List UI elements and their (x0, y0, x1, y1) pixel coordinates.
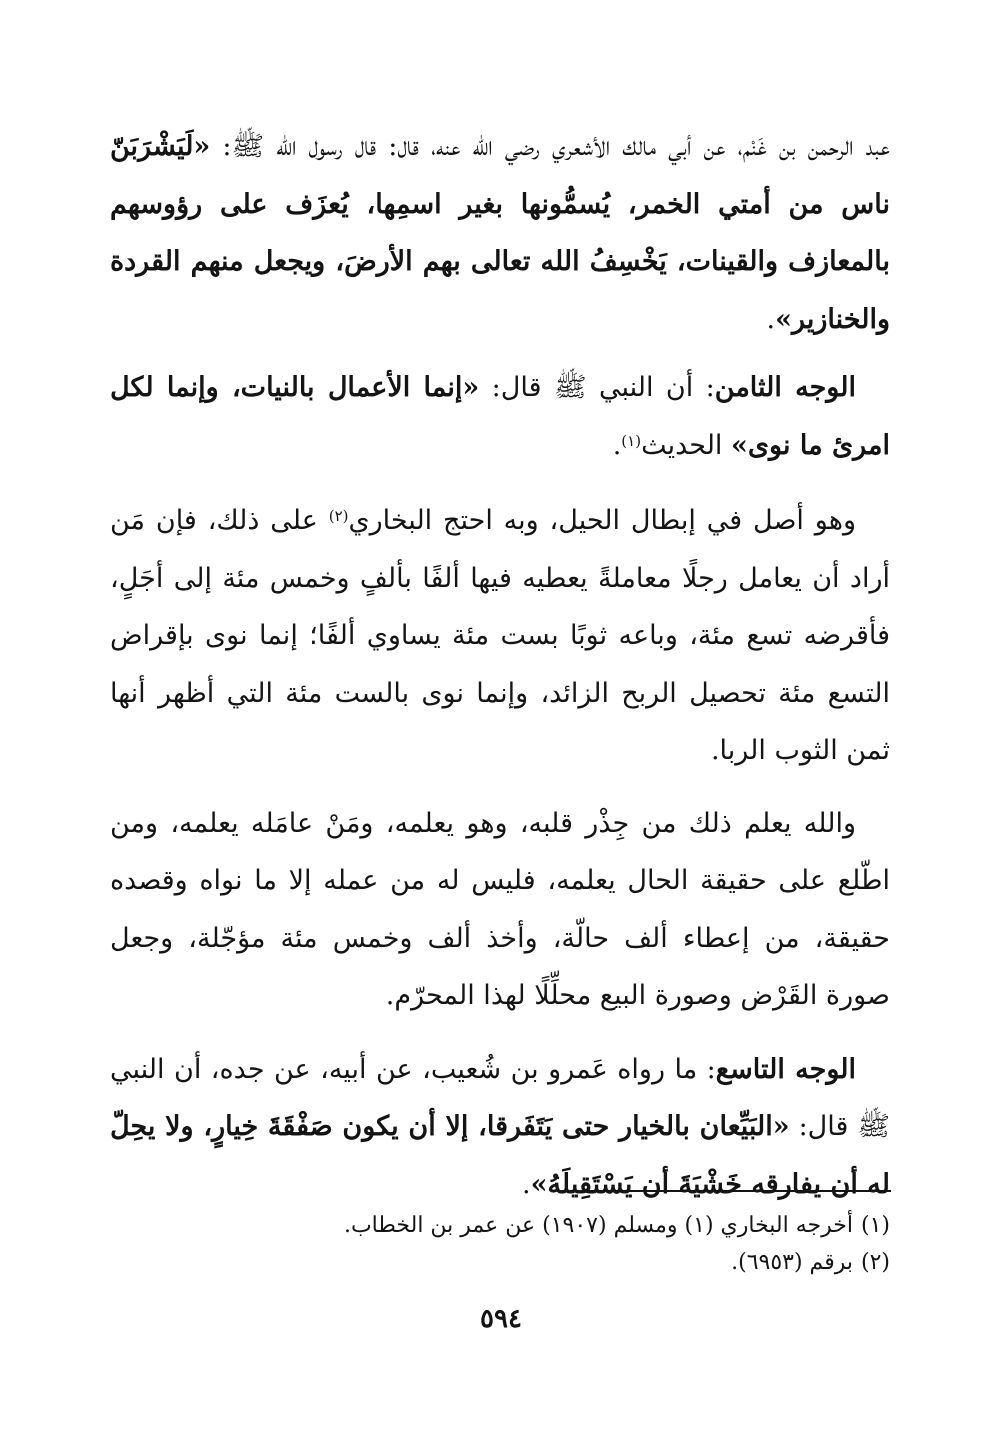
paragraph-1-end: . (766, 303, 776, 335)
main-text (110, 118, 890, 1213)
paragraph-2-intro: : أن النبي ﷺ قال: (479, 372, 715, 403)
paragraph-2-tail: الحديث (641, 429, 732, 461)
footnote-ref-2: (٢) (328, 507, 349, 525)
footnote-2 (110, 1244, 890, 1281)
paragraph-5-end: . (521, 1168, 531, 1200)
paragraph-2-end: . (612, 429, 622, 461)
footnote-text: برقم (٦٩٥٣). (731, 1250, 853, 1275)
paragraph-1-intro: عبد الرحمن بن غَنْم، عن أبي مالك الأشعري رضي الله عنه، قال: قال رسول الله ﷺ: (210, 131, 890, 162)
paragraph-4-text: والله يعلم ذلك من جِذْر قلبه، وهو يعلمه، ومَنْ عامَله يعلمه، ومن اطّلع على حقيقة الحال يعلمه، فليس له من عمله إلا ما نواه وقصده حقيقة، من إعطاء ألف حالّة، وأخذ ألف وخمس مئة مؤجّلة، وجعل صورة القَرْض وصورة البيع محلِّلًا لهذا المحرّم. (110, 807, 890, 1011)
footnote-divider (583, 1190, 891, 1192)
paragraph-5-intro: : ما رواه عَمرو بن شُعيب، عن أبيه، عن جده، أن النبي ﷺ قال: (110, 1053, 890, 1142)
section-heading: الوجه الثامن (714, 372, 856, 403)
paragraph-3-text-b: على ذلك، فإن مَن أراد أن يعامل رجلًا معاملةً يعطيه فيها ألفًا بألفٍ وخمس مئة إلى أجَلٍ، فأقرضه تسع مئة، وباعه ثوبًا بست مئة يساوي ألفًا؛ إنما نوى بإقراض التسع مئة تحصيل الربح الزائد، وإنما نوى بالست مئة التي أظهر أنها ثمن الثوب الربا. (110, 505, 890, 766)
footnote-text: أخرجه البخاري (١) ومسلم (١٩٠٧) عن عمر بن الخطاب. (343, 1213, 853, 1238)
footnote-ref-1: (١) (621, 431, 642, 450)
paragraph-4 (110, 795, 890, 1025)
hadith-text: «إنما الأعمال بالنيات، وإنما لكل امرئ ما نوى» (110, 372, 890, 461)
hadith-text: «البَيِّعان بالخيار حتى يَتَفَرقا، إلا أن يكون صَفْقَةَ خِيارٍ، ولا يحِلّ له أن يفارقه خَشْيَةَ أن يَسْتَقِيلَهُ» (110, 1111, 890, 1200)
page-number: ٥٩٤ (480, 1304, 522, 1334)
footnote-number: (١) (860, 1213, 890, 1238)
paragraph-3-text-a: وهو أصل في إبطال الحيل، وبه احتج البخاري (348, 505, 856, 536)
paragraph-1 (110, 118, 890, 348)
paragraph-5 (110, 1041, 890, 1214)
section-heading: الوجه التاسع (715, 1053, 856, 1085)
paragraph-3 (110, 492, 890, 780)
paragraph-2 (110, 359, 890, 474)
footnote-1 (110, 1207, 890, 1244)
footnote-number: (٢) (860, 1250, 890, 1275)
hadith-text: «لَيَشْرَبَنّ ناس من أمتي الخمر، يُسمُّونها بغير اسمِها، يُعزَف على رؤوسهم بالمعازف والقينات، يَخْسِفُ الله تعالى بهم الأرضَ، ويجعل منهم القردة والخنازير» (110, 131, 890, 335)
footnotes (110, 1207, 890, 1281)
